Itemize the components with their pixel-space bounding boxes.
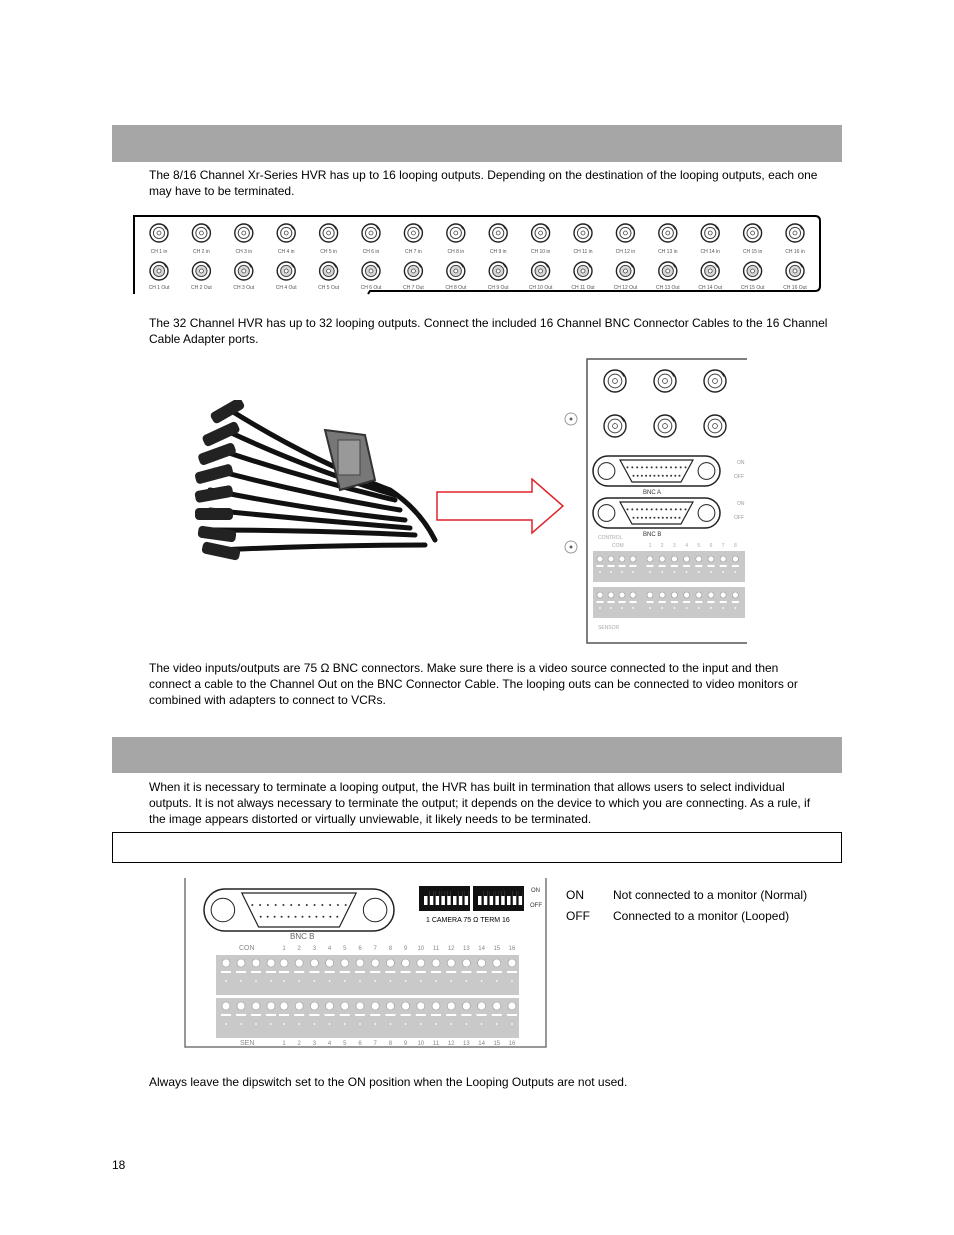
bnc-connector-icon — [654, 370, 676, 392]
terminal-screw-icon — [647, 592, 653, 598]
paragraph-dipswitch-note: Always leave the dipswitch set to the ON position when the Looping Outputs are not used. — [149, 1075, 628, 1089]
bnc-in-label: CH 2 in — [193, 249, 210, 255]
legend-off — [566, 909, 789, 923]
terminal-number: 3 — [312, 1041, 317, 1047]
off-label-a: OFF — [734, 474, 744, 480]
paragraph-termination: When it is necessary to terminate a looping output, the HVR has built in termination that allows users to select individual outputs. It is not always necessary to terminate the output; it depends on the device to which you are connecting. As a rule, if the image appears distorted or virtually unviewable, it likely needs to be terminated. — [149, 780, 811, 826]
terminal-number: 7 — [373, 1041, 377, 1047]
bnc-out-label: CH 3 Out — [233, 285, 255, 291]
bnc-out-label: CH 8 Out — [445, 285, 467, 291]
terminal-screw-icon — [708, 556, 714, 562]
bnc-out-icon — [447, 262, 465, 280]
legend-on — [566, 888, 807, 902]
terminal-screw-icon — [295, 959, 303, 967]
terminal-number: 6 — [358, 1041, 362, 1047]
bnc-out-icon — [701, 262, 719, 280]
terminal-screw-icon — [732, 592, 738, 598]
terminal-screw-icon — [630, 556, 636, 562]
d-sub-connector-b-icon — [593, 498, 720, 528]
terminal-screw-icon — [326, 1002, 334, 1010]
bnc-out-icon — [320, 262, 338, 280]
terminal-number: 2 — [297, 1041, 301, 1047]
bnc-in-label: CH 10 in — [530, 249, 551, 255]
camera-term-label: 1 CAMERA 75 Ω TERM 16 — [426, 917, 510, 924]
terminal-screw-icon — [671, 556, 677, 562]
bnc-in-icon — [744, 224, 762, 242]
bnc-out-label: CH 5 Out — [318, 285, 340, 291]
legend-off-state: OFF — [566, 909, 590, 923]
bnc-out-icon — [404, 262, 422, 280]
bnc-in-icon — [616, 224, 634, 242]
terminal-number: 4 — [327, 1041, 332, 1047]
terminal-number: 9 — [403, 946, 408, 952]
terminal-screw-icon — [478, 959, 486, 967]
bnc-out-icon — [489, 262, 507, 280]
bnc-in-label: CH 6 in — [362, 249, 380, 255]
bnc-in-icon — [235, 224, 253, 242]
terminal-screw-icon — [371, 959, 379, 967]
terminal-screw-icon — [356, 1002, 364, 1010]
terminal-number: 6 — [358, 946, 362, 952]
bnc-in-label: CH 14 in — [700, 249, 720, 255]
bnc-in-icon — [150, 224, 168, 242]
bnc-out-label: CH 4 Out — [275, 285, 297, 291]
terminal-number: 3 — [312, 946, 317, 952]
terminal-screw-icon — [295, 1002, 303, 1010]
bnc-in-label: CH 1 in — [150, 249, 168, 255]
terminal-number: 3 — [673, 543, 676, 549]
terminal-screw-icon — [608, 592, 614, 598]
terminal-screw-icon — [417, 1002, 425, 1010]
d-sub-connector-a-icon — [593, 456, 720, 486]
terminal-number: 12 — [447, 1041, 455, 1047]
terminal-screw-icon — [630, 592, 636, 598]
arrow-right-icon — [436, 478, 566, 536]
bnc-out-icon — [235, 262, 253, 280]
bnc-out-label: CH 11 Out — [571, 285, 595, 291]
bnc-out-label: CH 12 Out — [613, 285, 638, 291]
bnc-in-icon — [532, 224, 550, 242]
terminal-screw-icon — [508, 1002, 516, 1010]
paragraph-looping-32ch: The 32 Channel HVR has up to 32 looping outputs. Connect the included 16 Channel BNC Connector Cables to the 16 Channel Cable Adapter ports. — [149, 316, 828, 346]
terminal-number: 6 — [709, 543, 713, 549]
sensor-label: SENSOR — [598, 625, 620, 631]
terminal-number: 1 — [648, 543, 652, 549]
bnc-a-label: BNC A — [643, 490, 662, 496]
terminal-screw-icon — [402, 1002, 410, 1010]
terminal-number: 12 — [447, 946, 455, 952]
bnc-in-label: CH 4 in — [277, 249, 295, 255]
terminal-screw-icon — [619, 556, 625, 562]
bnc-in-icon — [447, 224, 465, 242]
terminal-screw-icon — [326, 959, 334, 967]
terminal-screw-icon — [462, 959, 470, 967]
terminal-number: 5 — [343, 946, 347, 952]
terminal-screw-icon — [619, 592, 625, 598]
terminal-screw-icon — [659, 592, 665, 598]
legend-off-desc: Connected to a monitor (Looped) — [613, 909, 790, 923]
sen-label: SEN — [240, 1040, 255, 1047]
terminal-number: 4 — [327, 946, 332, 952]
terminal-number: 14 — [478, 1041, 485, 1047]
terminal-screw-icon — [252, 959, 260, 967]
bnc-in-label: CH 3 in — [235, 249, 253, 255]
bnc-in-icon — [489, 224, 507, 242]
terminal-screw-icon — [371, 1002, 379, 1010]
bnc-out-label: CH 6 Out — [360, 285, 382, 291]
terminal-number: 1 — [282, 946, 286, 952]
bnc-in-icon — [277, 224, 295, 242]
dip-on-label: ON — [531, 888, 540, 894]
terminal-number: 5 — [343, 1041, 347, 1047]
terminal-number: 9 — [403, 1041, 408, 1047]
bnc-in-label: CH 5 in — [320, 249, 337, 255]
terminal-number: 2 — [297, 946, 301, 952]
terminal-screw-icon — [310, 959, 318, 967]
terminal-number: 15 — [493, 946, 501, 952]
terminal-number: 10 — [417, 1041, 425, 1047]
terminal-number: 8 — [388, 1041, 393, 1047]
control-label: CONTROL — [598, 535, 623, 541]
bnc-in-label: CH 9 in — [489, 249, 507, 255]
bnc-out-icon — [786, 262, 804, 280]
panel-32ch-cable-adapter — [562, 356, 748, 646]
bnc-out-label: CH 15 Out — [740, 285, 765, 291]
bnc-out-icon — [277, 262, 295, 280]
legend-on-desc: Not connected to a monitor (Normal) — [613, 888, 808, 902]
terminal-number: 10 — [417, 946, 425, 952]
terminal-number: 8 — [734, 543, 737, 549]
terminal-number: 13 — [463, 946, 470, 952]
panel-16ch-looping-outputs — [132, 213, 822, 295]
con-label: CON — [239, 945, 255, 952]
bnc-connector-icon — [704, 370, 726, 392]
off-label-b: OFF — [734, 515, 744, 521]
terminal-screw-icon — [280, 959, 288, 967]
bnc-connector-icon — [704, 415, 726, 437]
paragraph-looping-16ch: The 8/16 Channel Xr-Series HVR has up to 16 looping outputs. Depending on the destination of the looping outputs, each one may have to be terminated. — [149, 168, 818, 198]
bnc-in-icon — [659, 224, 677, 242]
terminal-number: 11 — [432, 1041, 440, 1047]
terminal-screw-icon — [508, 959, 516, 967]
terminal-number: 8 — [388, 946, 393, 952]
terminal-screw-icon — [447, 1002, 455, 1010]
bnc-in-label: CH 15 in — [742, 249, 763, 255]
bnc-in-label: CH 8 in — [447, 249, 465, 255]
terminal-screw-icon — [597, 556, 603, 562]
terminal-screw-icon — [267, 959, 275, 967]
terminal-screw-icon — [696, 556, 702, 562]
terminal-screw-icon — [708, 592, 714, 598]
terminal-screw-icon — [356, 959, 364, 967]
bnc-out-label: CH 2 Out — [190, 285, 212, 291]
bnc-in-label: CH 16 in — [785, 249, 805, 255]
bnc-in-icon — [320, 224, 338, 242]
terminal-number: 5 — [697, 543, 701, 549]
page-number: 18 — [112, 1158, 126, 1172]
bnc-out-icon — [659, 262, 677, 280]
terminal-screw-icon — [432, 1002, 440, 1010]
com-label: COM — [612, 543, 624, 549]
terminal-number: 7 — [721, 543, 725, 549]
terminal-screw-icon — [597, 592, 603, 598]
terminal-number: 2 — [660, 543, 664, 549]
terminal-screw-icon — [402, 959, 410, 967]
bnc-out-label: CH 1 Out — [148, 285, 170, 291]
terminal-screw-icon — [237, 1002, 245, 1010]
terminal-screw-icon — [720, 592, 726, 598]
terminal-screw-icon — [222, 959, 230, 967]
terminal-number: 16 — [508, 1041, 516, 1047]
bnc-out-icon — [616, 262, 634, 280]
bnc-out-label: CH 16 Out — [783, 285, 807, 291]
terminal-number: 15 — [493, 1041, 501, 1047]
terminal-screw-icon — [280, 1002, 288, 1010]
bnc-in-label: CH 7 in — [405, 249, 422, 255]
bnc-out-label: CH 9 Out — [487, 285, 509, 291]
bnc-out-icon — [150, 262, 168, 280]
bnc-out-label: CH 14 Out — [698, 285, 723, 291]
bnc-out-label: CH 13 Out — [655, 285, 680, 291]
terminal-number: 11 — [432, 946, 440, 952]
bnc-out-label: CH 10 Out — [528, 285, 553, 291]
terminal-number: 4 — [685, 543, 688, 549]
bnc-in-icon — [362, 224, 380, 242]
terminal-screw-icon — [237, 959, 245, 967]
terminal-screw-icon — [493, 959, 501, 967]
bnc-in-label: CH 13 in — [658, 249, 678, 255]
note-box — [112, 832, 842, 863]
bnc-in-icon — [786, 224, 804, 242]
terminal-screw-icon — [267, 1002, 275, 1010]
terminal-screw-icon — [462, 1002, 470, 1010]
bnc-out-icon — [192, 262, 210, 280]
terminal-number: 14 — [478, 946, 485, 952]
bnc-b-label: BNC B — [643, 532, 662, 538]
terminal-screw-icon — [432, 959, 440, 967]
terminal-screw-icon — [696, 592, 702, 598]
on-label-a: ON — [737, 460, 745, 466]
bnc-in-icon — [574, 224, 592, 242]
terminal-number: 16 — [508, 946, 516, 952]
bnc-out-icon — [362, 262, 380, 280]
terminal-screw-icon — [684, 556, 690, 562]
terminal-screw-icon — [720, 556, 726, 562]
terminal-screw-icon — [659, 556, 665, 562]
terminal-screw-icon — [608, 556, 614, 562]
bnc-out-icon — [532, 262, 550, 280]
terminal-screw-icon — [252, 1002, 260, 1010]
section-header-bar-1 — [112, 125, 842, 162]
terminal-screw-icon — [647, 556, 653, 562]
terminal-screw-icon — [478, 1002, 486, 1010]
d-sub-connector-icon — [204, 889, 394, 931]
bnc-connector-icon — [604, 415, 626, 437]
terminal-screw-icon — [341, 959, 349, 967]
panel-termination-dipswitch — [184, 877, 550, 1051]
bnc-in-label: CH 11 in — [573, 249, 593, 255]
bnc-out-label: CH 7 Out — [402, 285, 424, 291]
bnc-connector-icon — [604, 370, 626, 392]
terminal-number: 7 — [373, 946, 377, 952]
bnc-out-icon — [744, 262, 762, 280]
terminal-screw-icon — [684, 592, 690, 598]
bnc-in-icon — [404, 224, 422, 242]
terminal-screw-icon — [417, 959, 425, 967]
terminal-number: 13 — [463, 1041, 470, 1047]
bnc-connector-cable-image — [190, 400, 440, 565]
terminal-screw-icon — [386, 959, 394, 967]
bnc-in-icon — [701, 224, 719, 242]
bnc-in-label: CH 12 in — [615, 249, 636, 255]
terminal-screw-icon — [222, 1002, 230, 1010]
terminal-screw-icon — [732, 556, 738, 562]
legend-on-state: ON — [566, 888, 584, 902]
bnc-in-icon — [192, 224, 210, 242]
section-header-bar-2 — [112, 737, 842, 773]
on-label-b: ON — [737, 501, 745, 507]
bnc-b-label: BNC B — [290, 932, 315, 941]
terminal-number: 1 — [282, 1041, 286, 1047]
dip-off-label: OFF — [530, 903, 542, 909]
terminal-screw-icon — [310, 1002, 318, 1010]
bnc-connector-icon — [654, 415, 676, 437]
paragraph-bnc-connectors: The video inputs/outputs are 75 Ω BNC connectors. Make sure there is a video source connected to the input and then connect a cable to the Channel Out on the BNC Connector Cable. The looping outs can be connected to video monitors or combined with adapters to connect to VCRs. — [149, 661, 798, 707]
bnc-out-icon — [574, 262, 592, 280]
terminal-screw-icon — [386, 1002, 394, 1010]
terminal-screw-icon — [493, 1002, 501, 1010]
terminal-screw-icon — [447, 959, 455, 967]
terminal-screw-icon — [671, 592, 677, 598]
terminal-screw-icon — [341, 1002, 349, 1010]
